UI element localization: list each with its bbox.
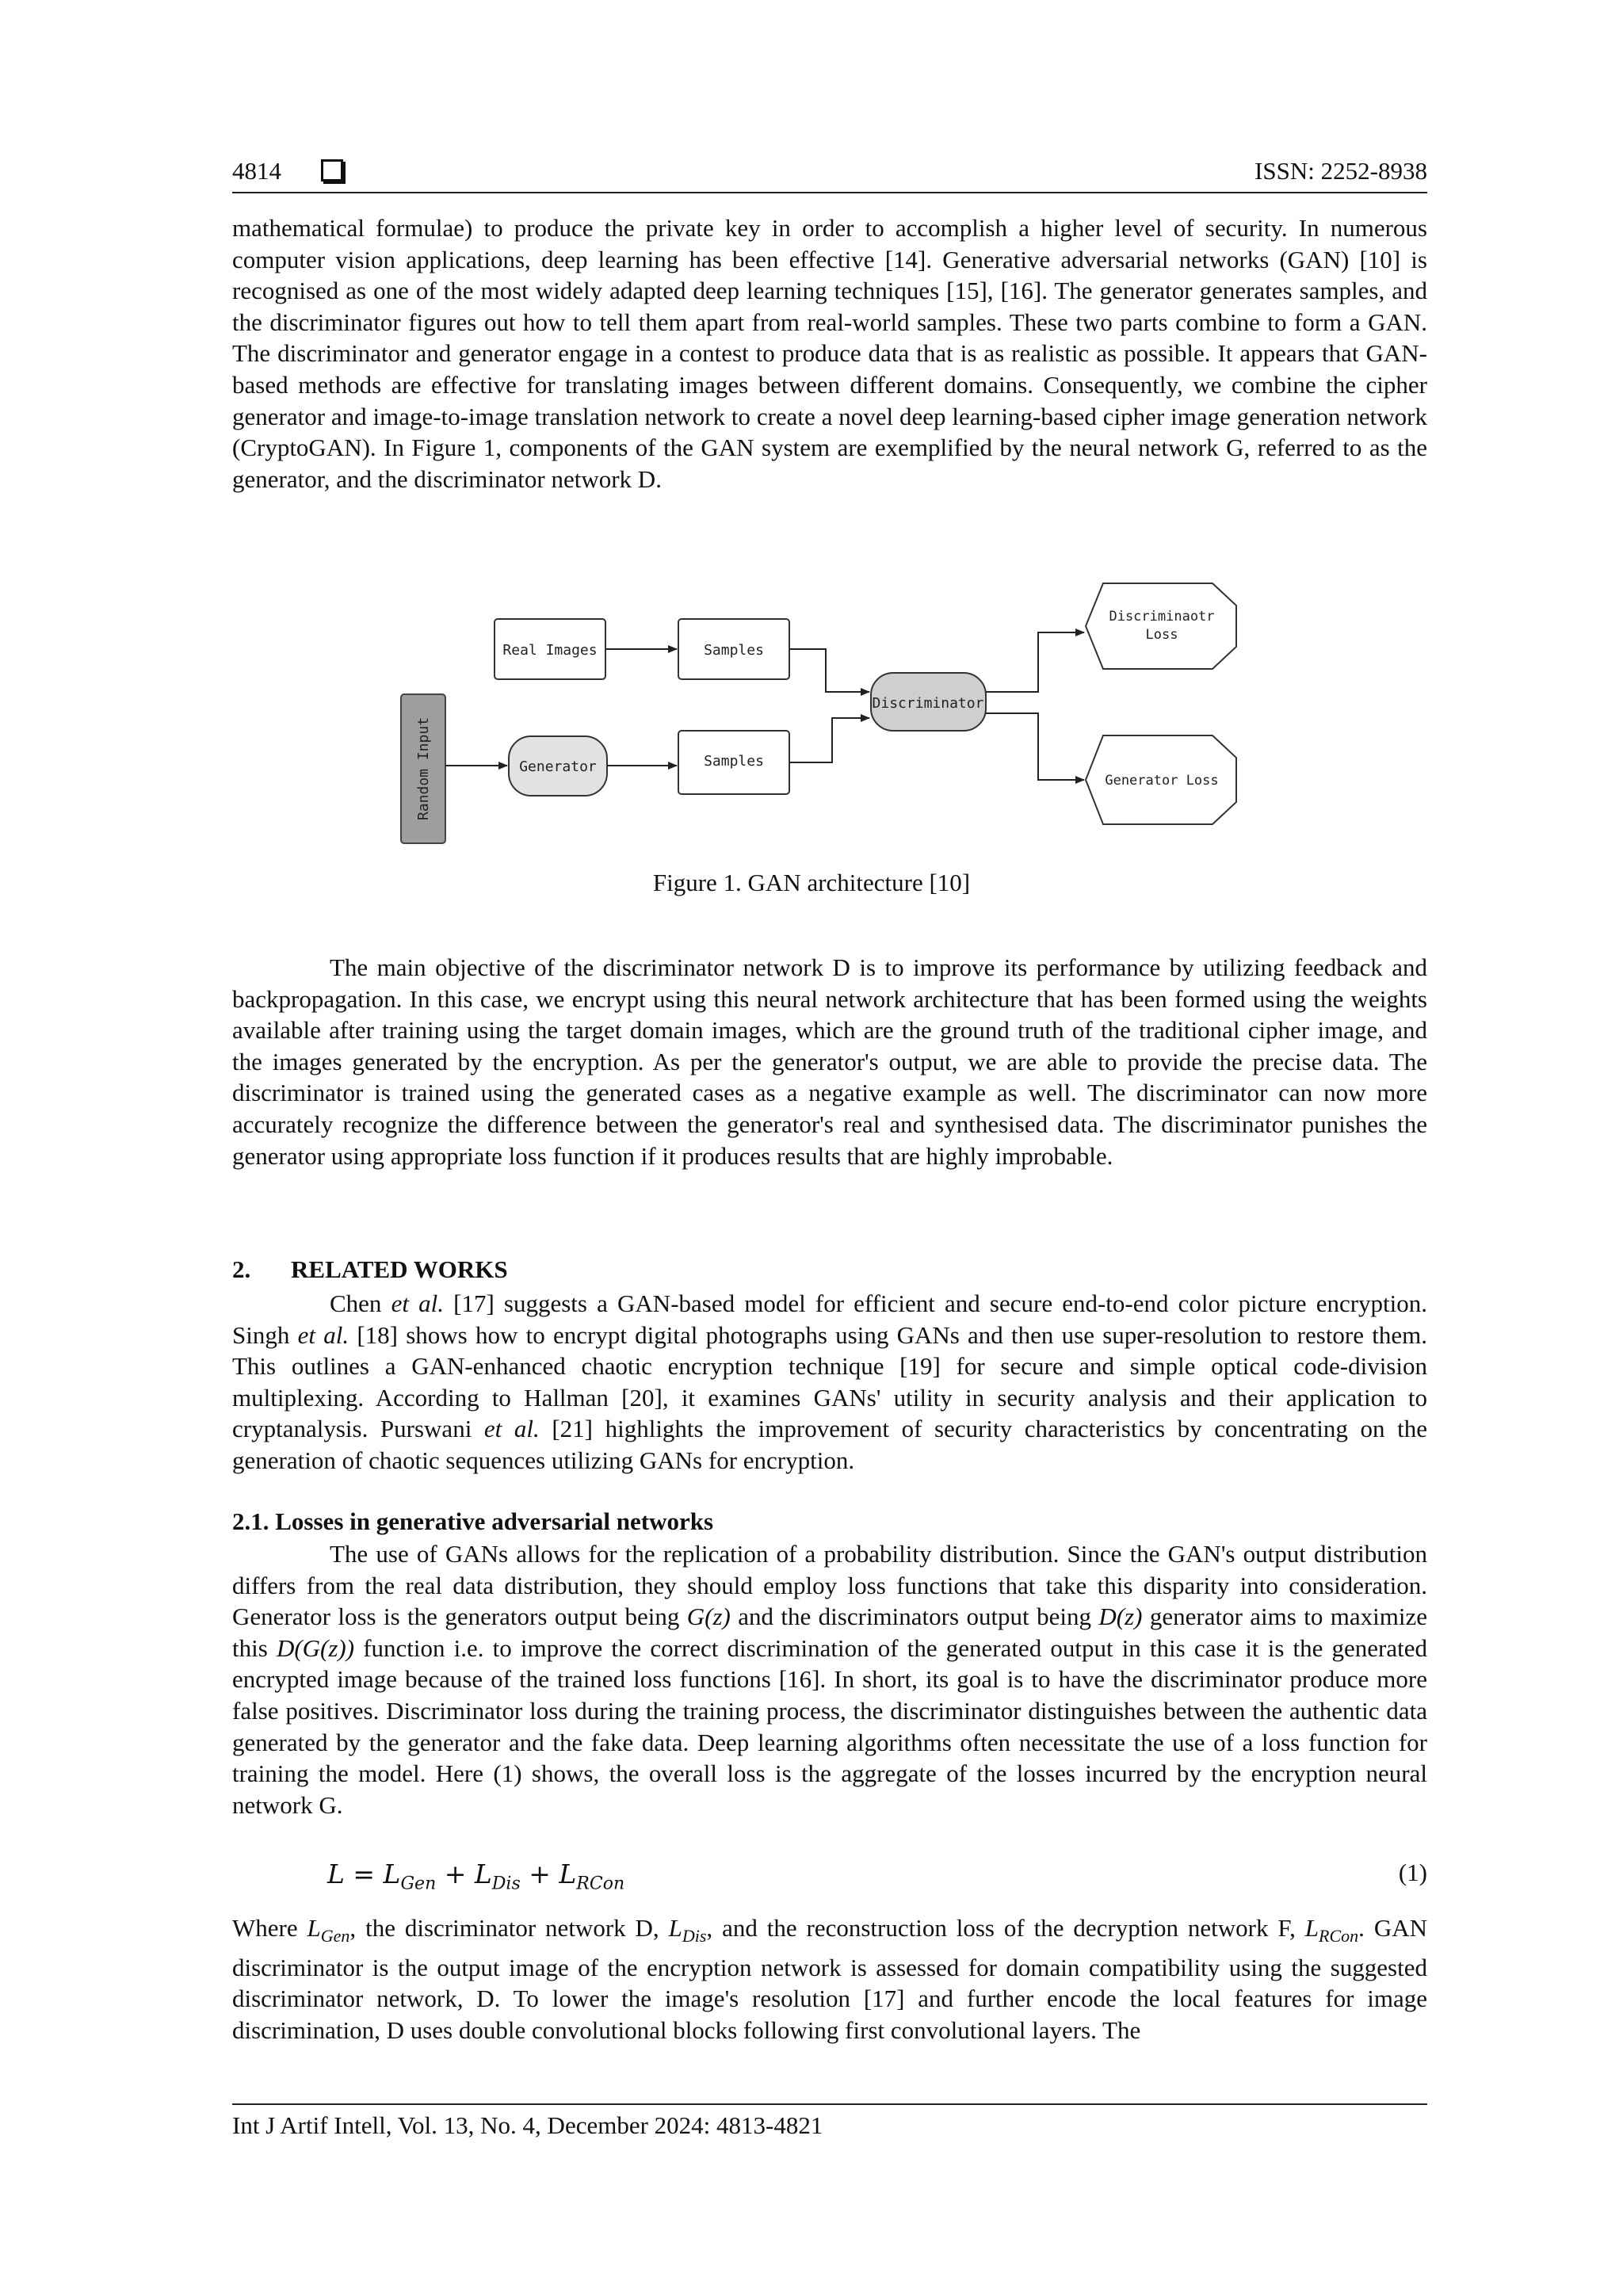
where-text: Where (232, 1914, 307, 1942)
discriminator-node (871, 673, 986, 731)
where-text-3: . GAN discriminator is the output image of the encryption network is assessed for domain compatibility using the suggested discriminator network, D. To lower the image's resolution [17] and further encode the local features for image discrimination, D uses double convolutional blocks following first convolutional layers. The (232, 1914, 1427, 2044)
arrow-discriminator-to-disc-loss (986, 632, 1084, 692)
samples-top-node (678, 619, 789, 679)
page-number: 4814 (232, 157, 281, 185)
loss-text-3: generator aims to maximize this (232, 1603, 1427, 1662)
discriminator-loss-label-1: Discriminaotr (1109, 609, 1215, 625)
generator-label: Generator (519, 758, 597, 775)
rw-text-1: Chen (330, 1289, 391, 1317)
samples-bottom-node (678, 731, 789, 794)
rw-etal-3: et al. (483, 1415, 540, 1443)
equation-1 (327, 1859, 624, 1894)
eq-sub-gen: Gen (400, 1874, 437, 1894)
discriminator-label: Discriminator (872, 695, 984, 712)
intro-paragraph: mathematical formulae) to produce the private key in order to accomplish a higher level of security. In numerous computer vision applications, deep learning has been effective [14]. Generative adversarial networks (GAN) [10] is recognised as one of the most widely adapted deep learning techniques [15], [16]. The generator generates samples, and the discriminator figures out how to tell them apart from real-world samples. These two parts combine to form a GAN. The discriminator and generator engage in a contest to produce data that is as realistic as possible. It appears that GAN-based methods are effective for translating images between different domains. Consequently, we combine the cipher generator and image-to-image translation network to create a novel deep learning-based cipher image generation network (CryptoGAN). In Figure 1, components of the GAN system are exemplified by the neural network G, referred to as the generator, and the discriminator network D. (232, 214, 1427, 493)
loss-dgz: D(G(z)) (276, 1633, 355, 1662)
loss-text-2: and the discriminators output being (730, 1603, 1099, 1631)
where-lgen-sub: Gen (320, 1926, 350, 1946)
section-2-title: RELATED WORKS (291, 1255, 508, 1283)
where-lrcon-sub: RCon (1319, 1926, 1359, 1946)
discriminator-loss-label-2: Loss (1145, 627, 1178, 643)
loss-text-1: The use of GANs allows for the replication of a probability distribution. Since the GAN's output distribution differs from the real data distribution, they should employ loss functions that take this disparity into consideration. Generator loss is the generators output being (232, 1540, 1427, 1631)
arrow-samples-top-to-discriminator (789, 649, 869, 692)
where-lrcon: L (1304, 1914, 1319, 1942)
eq-sub-dis: Dis (491, 1874, 521, 1894)
rw-etal-1: et al. (391, 1289, 444, 1317)
eq-sub-rcon: RCon (576, 1874, 625, 1894)
real-images-label: Real Images (502, 642, 598, 659)
rw-text-3: [18] shows how to encrypt digital photographs using GANs and then use super-resolution to restore them. This outlines a GAN-enhanced chaotic encryption technique [19] for secure and simple optical code-division multiplexing. According to Hallman [20], it examines GANs' utility in security analysis and their application to cryptanalysis. Purswani (232, 1320, 1427, 1443)
generator-loss-label: Generator Loss (1105, 773, 1219, 789)
random-input-node (401, 694, 445, 843)
losses-paragraph (232, 1538, 1427, 1820)
discriminator-loss-node (1086, 583, 1236, 669)
eq-lhs: L = L (327, 1859, 401, 1889)
rw-etal-2: et al. (297, 1320, 349, 1349)
real-images-node (495, 619, 605, 679)
issn-label: ISSN: 2252-8938 (1254, 157, 1427, 185)
where-lgen: L (307, 1914, 321, 1942)
discriminator-paragraph: The main objective of the discriminator network D is to improve its performance by utilizing feedback and backpropagation. In this case, we encrypt using this neural network architecture that has been formed using the weights available after training using the target domain images, which are the ground truth of the traditional cipher image, and the images generated by the encryption. As per the generator's output, we are able to provide the precise data. The discriminator is trained using the generated cases as a negative example as well. The discriminator can now more accurately recognize the difference between the generator's real and synthesised data. The discriminator punishes the generator using appropriate loss function if it produces results that are highly improbable. (232, 953, 1427, 1170)
generator-node (509, 736, 607, 796)
related-works-paragraph (232, 1288, 1427, 1477)
section-2-heading (232, 1255, 508, 1284)
equation-number: (1) (1398, 1859, 1427, 1886)
figure-caption: Figure 1. GAN architecture [10] (652, 869, 971, 896)
page-footer: Int J Artif Intell, Vol. 13, No. 4, December 2024: 4813-4821 (232, 2103, 1427, 2140)
loss-gz: G(z) (686, 1603, 731, 1631)
where-text-1: , the discriminator network D, (349, 1914, 669, 1942)
where-text-2: , and the reconstruction loss of the decryption network F, (706, 1914, 1305, 1942)
samples-top-label: Samples (704, 642, 764, 659)
random-input-label: Random Input (415, 716, 432, 821)
loss-text-4: function i.e. to improve the correct discrimination of the generated output in this case it is the generated encrypted image because of the trained loss functions [16]. In short, its goal is to have the discriminator produce more false positives. Discriminator loss during the training process, the discriminator distinguishes between the authentic data generated by the generator and the fake data. Deep learning algorithms often necessitate the use of a loss function for training the model. Here (1) shows, the overall loss is the aggregate of the losses incurred by the encryption neural network G. (232, 1633, 1427, 1819)
eq-plus-1: + L (436, 1859, 492, 1889)
arrow-discriminator-to-gen-loss (986, 713, 1084, 780)
samples-bottom-label: Samples (704, 753, 764, 770)
section-2-1-heading: 2.1. Losses in generative adversarial networks (232, 1507, 714, 1535)
rw-text-2: [17] suggests a GAN-based model for efficient and secure end-to-end color picture encryption. Singh (232, 1289, 1428, 1349)
where-ldis-sub: Dis (682, 1926, 707, 1946)
rw-text-4: [21] highlights the improvement of security characteristics by concentrating on the generation of chaotic sequences utilizing GANs for encryption. (232, 1415, 1427, 1474)
section-2-number: 2. (232, 1255, 251, 1283)
gan-architecture-diagram (0, 0, 1623, 872)
loss-dz: D(z) (1098, 1603, 1143, 1631)
where-paragraph (232, 1912, 1427, 2046)
where-ldis: L (668, 1914, 682, 1942)
arrow-samples-bottom-to-discriminator (789, 718, 869, 762)
eq-plus-2: + L (520, 1859, 577, 1889)
generator-loss-node (1086, 735, 1236, 824)
